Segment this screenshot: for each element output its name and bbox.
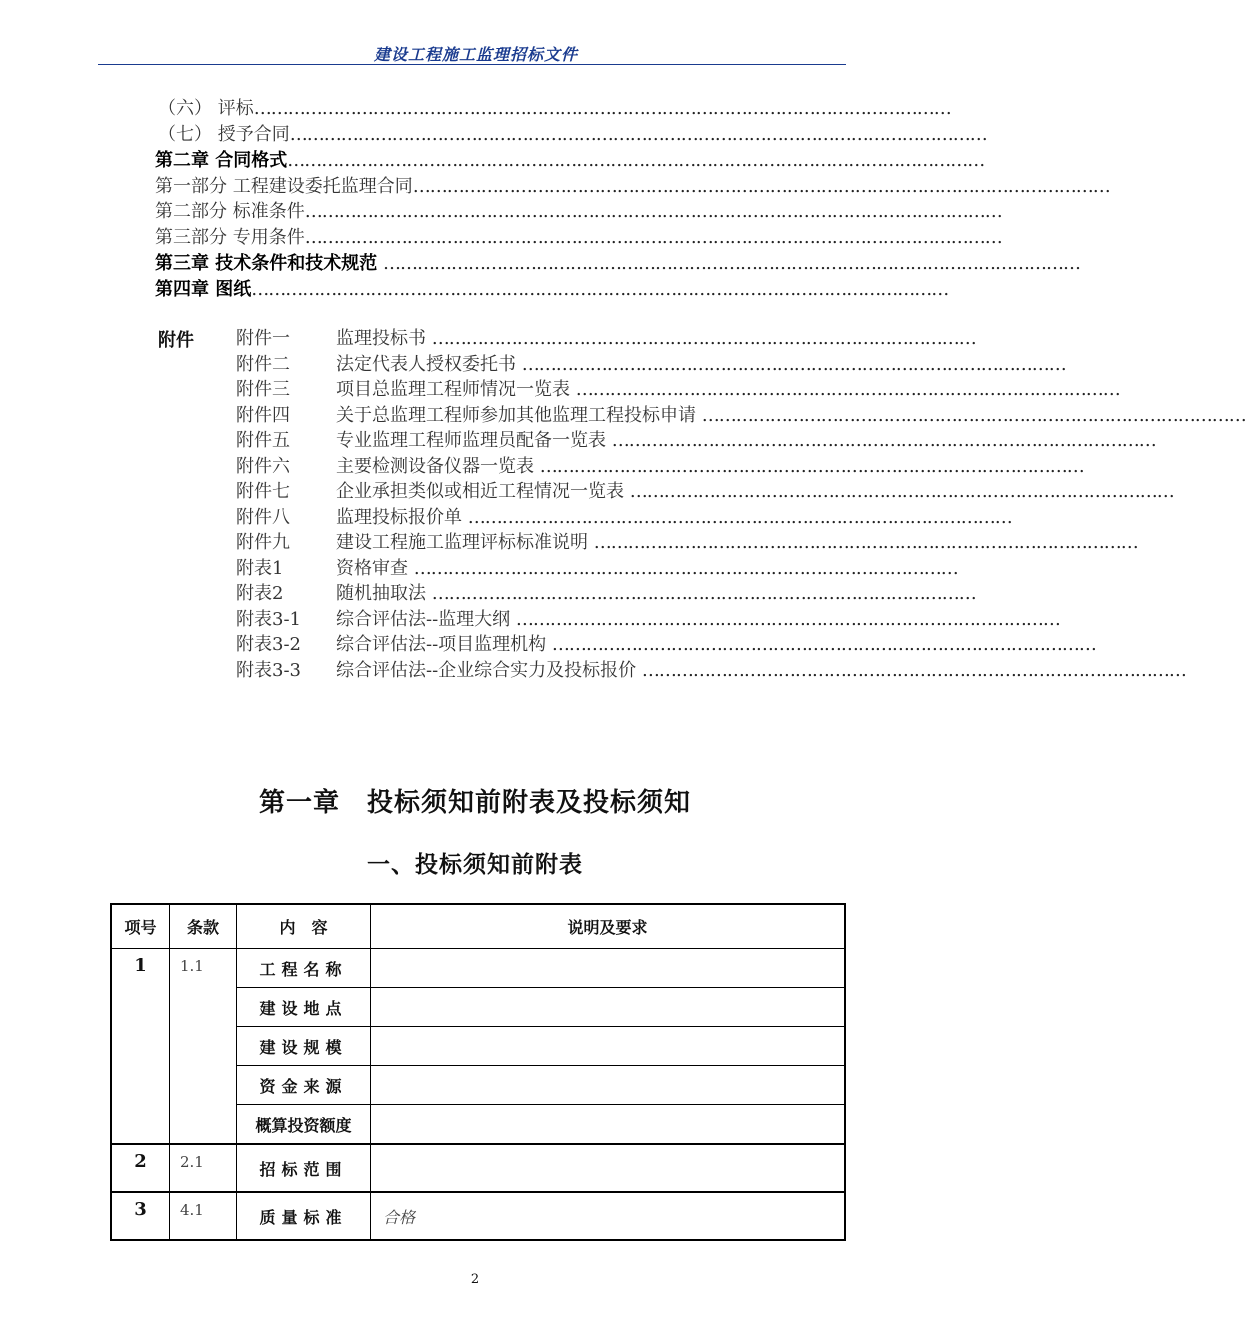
leader-dots: …………………………………………………………………………………… xyxy=(641,660,1186,681)
header-clause: 条款 xyxy=(170,904,237,949)
attachments-label: 附件 xyxy=(158,330,194,351)
attachment-number: 附件三 xyxy=(236,379,290,400)
table-header-row xyxy=(111,904,845,949)
leader-dots: …………………………………………………………………………………… xyxy=(593,532,1138,553)
leader-dots: …………………………………………………………………………………… xyxy=(575,379,1120,400)
attachment-item xyxy=(236,607,1060,633)
page-number: 2 xyxy=(470,1272,480,1287)
leader-dots: …………………………………………………………………………………………………………… xyxy=(383,253,1080,274)
attachment-title: 关于总监理工程师参加其他监理工程投标申请 xyxy=(336,405,696,426)
header-content: 内 容 xyxy=(237,904,371,949)
attachment-number: 附件六 xyxy=(236,456,290,477)
attachment-item xyxy=(236,581,976,607)
toc-entry-label: （七） 授予合同 xyxy=(158,124,290,145)
item-name: 工程名称 xyxy=(237,949,371,988)
attachment-item xyxy=(236,479,1174,505)
item-number: 3 xyxy=(111,1192,170,1240)
item-desc[interactable] xyxy=(371,988,846,1027)
attachment-number: 附件四 xyxy=(236,405,290,426)
item-number: 2 xyxy=(111,1144,170,1192)
leader-dots: …………………………………………………………………………………… xyxy=(467,507,1012,528)
table-row xyxy=(111,1144,845,1192)
header-title: 建设工程施工监理招标文件 xyxy=(374,45,579,64)
attachment-title: 资格审查 xyxy=(336,558,408,579)
item-number: 1 xyxy=(111,949,170,1145)
leader-dots: …………………………………………………………………………………… xyxy=(701,405,1246,426)
leader-dots: …………………………………………………………………………………… xyxy=(629,481,1174,502)
leader-dots: …………………………………………………………………………………… xyxy=(611,430,1156,451)
attachment-number: 附件二 xyxy=(236,354,290,375)
attachment-item xyxy=(236,326,976,352)
toc-entry-label: 第四章 图纸 xyxy=(155,279,252,300)
attachment-number: 附件八 xyxy=(236,507,290,528)
chapter-title: 第一章 投标须知前附表及投标须知 xyxy=(258,788,691,818)
item-desc[interactable] xyxy=(371,1066,846,1105)
attachment-title: 监理投标书 xyxy=(336,328,426,349)
toc-entry-label: 第一部分 工程建设委托监理合同 xyxy=(155,176,413,197)
attachment-number: 附件一 xyxy=(236,328,290,349)
clause-number: 4.1 xyxy=(170,1192,237,1240)
header-desc: 说明及要求 xyxy=(371,904,846,949)
toc-entry xyxy=(155,199,1002,225)
item-name: 质量标准 xyxy=(237,1192,371,1240)
toc-entry-label: 第三部分 专用条件 xyxy=(155,227,305,248)
attachment-title: 主要检测设备仪器一览表 xyxy=(336,456,534,477)
section-title: 一、投标须知前附表 xyxy=(367,851,583,878)
attachment-title: 监理投标报价单 xyxy=(336,507,462,528)
leader-dots: …………………………………………………………………………………… xyxy=(413,558,958,579)
attachment-item xyxy=(236,556,958,582)
attachment-title: 综合评估法--监理大纲 xyxy=(336,609,511,630)
attachment-number: 附表3-3 xyxy=(236,660,301,681)
header-rule xyxy=(98,64,846,65)
leader-dots: …………………………………………………………………………………………………………… xyxy=(304,201,1002,222)
toc-entry xyxy=(158,96,951,122)
leader-dots: …………………………………………………………………………………………………………… xyxy=(253,98,951,119)
toc-entry-label: 第二章 合同格式 xyxy=(155,150,288,171)
toc-entry-label: 第二部分 标准条件 xyxy=(155,201,305,222)
attachment-number: 附件五 xyxy=(236,430,290,451)
leader-dots: …………………………………………………………………………………………………………… xyxy=(304,227,1002,248)
item-desc[interactable] xyxy=(371,1027,846,1066)
attachment-number: 附表3-1 xyxy=(236,609,301,630)
item-name: 资金来源 xyxy=(237,1066,371,1105)
leader-dots: …………………………………………………………………………………………………………… xyxy=(287,150,985,171)
leader-dots: …………………………………………………………………………………… xyxy=(539,456,1084,477)
leader-dots: …………………………………………………………………………………………………………… xyxy=(412,176,1110,197)
toc-entry-label: （六） 评标 xyxy=(158,98,254,119)
toc-entry xyxy=(155,277,949,303)
attachment-number: 附表3-2 xyxy=(236,634,301,655)
leader-dots: …………………………………………………………………………………… xyxy=(551,634,1096,655)
attachment-number: 附件九 xyxy=(236,532,290,553)
item-name: 建设地点 xyxy=(237,988,371,1027)
attachment-item xyxy=(236,530,1138,556)
item-name: 概算投资额度 xyxy=(237,1105,371,1145)
header-no: 项号 xyxy=(111,904,170,949)
item-desc[interactable] xyxy=(371,1105,846,1145)
attachment-item xyxy=(236,352,1066,378)
attachment-item xyxy=(236,658,1186,684)
toc-entry xyxy=(155,251,1080,277)
attachment-item xyxy=(236,505,1012,531)
attachment-title: 项目总监理工程师情况一览表 xyxy=(336,379,570,400)
attachment-title: 综合评估法--企业综合实力及投标报价 xyxy=(336,660,637,681)
attachment-item xyxy=(236,428,1156,454)
item-desc[interactable]: 合格 xyxy=(371,1192,846,1240)
attachment-number: 附件七 xyxy=(236,481,290,502)
leader-dots: …………………………………………………………………………………… xyxy=(431,583,976,604)
leader-dots: …………………………………………………………………………………… xyxy=(515,609,1060,630)
leader-dots: …………………………………………………………………………………………………………… xyxy=(251,279,949,300)
item-name: 招标范围 xyxy=(237,1144,371,1192)
item-desc[interactable] xyxy=(371,1144,846,1192)
front-appendix-table xyxy=(110,903,846,1241)
toc-entry xyxy=(155,225,1002,251)
toc-entry xyxy=(158,122,987,148)
clause-number: 1.1 xyxy=(170,949,237,1145)
attachment-title: 综合评估法--项目监理机构 xyxy=(336,634,547,655)
item-name: 建设规模 xyxy=(237,1027,371,1066)
clause-number: 2.1 xyxy=(170,1144,237,1192)
toc-entry-label: 第三章 技术条件和技术规范 xyxy=(155,253,378,274)
attachment-title: 法定代表人授权委托书 xyxy=(336,354,516,375)
attachment-item xyxy=(236,632,1096,658)
attachment-item xyxy=(236,454,1084,480)
attachment-item xyxy=(236,403,1246,429)
attachment-number: 附表2 xyxy=(236,583,284,604)
table-row xyxy=(111,949,845,988)
item-desc[interactable] xyxy=(371,949,846,988)
attachment-title: 专业监理工程师监理员配备一览表 xyxy=(336,430,606,451)
leader-dots: …………………………………………………………………………………………………………… xyxy=(289,124,987,145)
leader-dots: …………………………………………………………………………………… xyxy=(431,328,976,349)
attachment-title: 随机抽取法 xyxy=(336,583,426,604)
attachment-number: 附表1 xyxy=(236,558,284,579)
attachment-item xyxy=(236,377,1120,403)
table-row xyxy=(111,1192,845,1240)
leader-dots: …………………………………………………………………………………… xyxy=(521,354,1066,375)
attachment-title: 企业承担类似或相近工程情况一览表 xyxy=(336,481,624,502)
toc-entry xyxy=(155,148,985,174)
toc-entry xyxy=(155,174,1110,200)
attachment-title: 建设工程施工监理评标标准说明 xyxy=(336,532,588,553)
